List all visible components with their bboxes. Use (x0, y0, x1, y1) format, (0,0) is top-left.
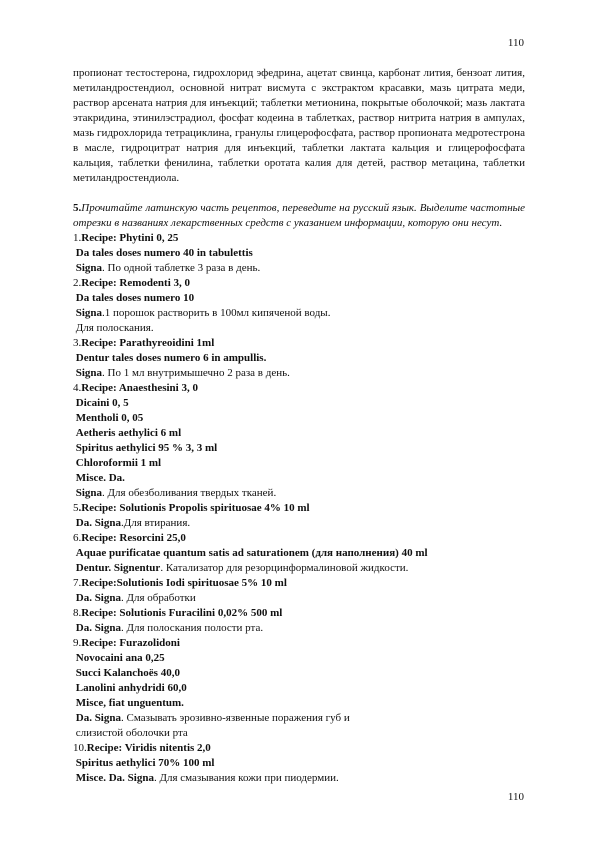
line-prefix: 10. (73, 742, 87, 754)
prescription-line (73, 471, 525, 486)
line-prefix: 4. (73, 382, 82, 394)
line-text: . По 1 мл внутримышечно 2 раза в день. (102, 367, 290, 379)
prescription-line (73, 276, 525, 291)
prescription-line (73, 441, 525, 456)
line-latin-bold: Misce, fiat unguentum. (75, 697, 184, 709)
line-latin-bold: Recipe: Phytini 0, 25 (81, 232, 179, 244)
line-latin-bold: Da. Signa (75, 517, 121, 529)
prescription-line (73, 381, 525, 396)
line-latin-bold: Signa (75, 307, 103, 319)
prescription-line (73, 231, 525, 246)
line-latin-bold: Recipe: Anaesthesini 3, 0 (81, 382, 198, 394)
task-heading (73, 201, 525, 231)
line-latin-bold: Misce. Da. (75, 472, 125, 484)
line-latin-bold: Da. Signa (75, 712, 121, 724)
line-latin-bold: Succi Kalanchoës 40,0 (75, 667, 180, 679)
prescription-line (73, 636, 525, 651)
line-latin-bold: Recipe: Furazolidoni (81, 637, 180, 649)
line-latin-bold: Da tales doses numero 10 (75, 292, 195, 304)
prescription-line (73, 516, 525, 531)
line-latin-bold: Chloroformii 1 ml (75, 457, 162, 469)
line-latin-bold: Aetheris aethylici 6 ml (75, 427, 182, 439)
line-latin-bold: Dentur tales doses numero 6 in ampullis. (75, 352, 267, 364)
prescription-line (73, 426, 525, 441)
prescription-line (73, 306, 525, 321)
prescription-line (73, 411, 525, 426)
prescription-line (73, 531, 525, 546)
prescription-line (73, 366, 525, 381)
prescription-line (73, 741, 525, 756)
line-latin-bold: Recipe: Solutionis Furacilini 0,02% 500 ml (81, 607, 283, 619)
prescription-line (73, 606, 525, 621)
line-latin-bold: Signa (75, 367, 103, 379)
task-text: Прочитайте латинскую часть рецептов, переведите на русский язык. Выделите частотные отрезки в названиях лекарственных средств с указанием информации, которую они несут. (73, 202, 525, 229)
prescription-line (73, 651, 525, 666)
line-prefix: 3. (73, 337, 82, 349)
prescription-line (73, 396, 525, 411)
line-latin-bold: Dentur. Signentur (75, 562, 161, 574)
line-latin-bold: Da tales doses numero 40 in tabulettis (75, 247, 253, 259)
line-latin-bold: Da. Signa (75, 592, 121, 604)
line-latin-bold: Recipe: Parathyreoidini 1ml (81, 337, 215, 349)
prescription-line (73, 756, 525, 771)
prescription-line (73, 771, 525, 786)
line-latin-bold: Dicaini 0, 5 (75, 397, 129, 409)
line-latin-bold: Misce. Da. Signa (75, 772, 154, 784)
line-text: . Для обезболивания твердых тканей. (102, 487, 277, 499)
line-prefix: 2. (73, 277, 82, 289)
line-latin-bold: .Recipe: Solutionis Propolis spirituosae 4% 10 ml (78, 502, 310, 514)
page-content (73, 66, 525, 786)
line-text: . По одной таблетке 3 раза в день. (102, 262, 261, 274)
line-text: .1 порошок растворить в 100мл кипяченой воды. (102, 307, 331, 319)
prescription-line (73, 561, 525, 576)
line-text: . Для смазывания кожи при пиодермии. (153, 772, 339, 784)
prescription-line (73, 591, 525, 606)
line-prefix: 1. (73, 232, 82, 244)
line-latin-bold: Recipe: Viridis nitentis 2,0 (86, 742, 211, 754)
prescription-line (73, 681, 525, 696)
line-prefix: 8. (73, 607, 82, 619)
prescription-line (73, 291, 525, 306)
line-latin-bold: Recipe:Solutionis Iodi spirituosae 5% 10 ml (81, 577, 287, 589)
line-text: . Катализатор для резорцинформалиновой жидкости. (160, 562, 409, 574)
line-latin-bold: Novocaini ana 0,25 (75, 652, 165, 664)
line-latin-bold: Lanolini anhydridi 60,0 (75, 682, 187, 694)
line-text: . Для обработки (121, 592, 196, 604)
line-text: Для полоскания. (75, 322, 154, 334)
prescription-line (73, 501, 525, 516)
line-latin-bold: Mentholi 0, 05 (75, 412, 144, 424)
line-text: слизистой оболочки рта (75, 727, 188, 739)
prescription-line (73, 321, 525, 336)
task-number: 5. (73, 202, 82, 214)
line-text: . Для полоскания полости рта. (121, 622, 264, 634)
prescription-line (73, 486, 525, 501)
line-text: . Смазывать эрозивно-язвенные поражения губ и (121, 712, 350, 724)
line-prefix: 9. (73, 637, 82, 649)
prescription-list (73, 231, 525, 786)
line-latin-bold: Spiritus aethylici 95 % 3, 3 ml (75, 442, 218, 454)
prescription-line (73, 696, 525, 711)
line-prefix: 6. (73, 532, 82, 544)
line-prefix: 7. (73, 577, 82, 589)
prescription-line (73, 726, 525, 741)
line-latin-bold: Signa (75, 487, 103, 499)
line-latin-bold: Signa (75, 262, 103, 274)
prescription-line (73, 576, 525, 591)
intro-paragraph: пропионат тестостерона, гидрохлорид эфедрина, ацетат свинца, карбонат лития, бензоат лития, метиландростендиол, основной нитрат висмута с экстрактом красавки, мазь цитрата меди, раствор арсената натрия для инъекций; таблетки метионина, покрытые оболочкой; мазь лактата этакридина, этинилэстрадиол, фосфат кодеина в таблетках, раствор нитрита натрия в ампулах, мазь гидрохлорида тетрациклина, гранулы глицерофосфата, раствор пропионата медротестрона в масле, гидроцитрат натрия для инъекций, таблетки лактата кальция и глицерофосфата кальция, таблетки фенилина, таблетки оротата калия для детей, раствор метацина, таблетки метиландростендиола. (73, 67, 525, 184)
prescription-line (73, 666, 525, 681)
line-latin-bold: Aquae purificatae quantum satis ad saturationem (для наполнения) 40 ml (75, 547, 428, 559)
prescription-line (73, 246, 525, 261)
prescription-line (73, 711, 525, 726)
line-text: .Для втирания. (121, 517, 191, 529)
prescription-line (73, 351, 525, 366)
line-latin-bold: Spiritus aethylici 70% 100 ml (75, 757, 215, 769)
line-latin-bold: Da. Signa (75, 622, 121, 634)
prescription-line (73, 546, 525, 561)
line-prefix: 5 (73, 502, 79, 514)
page-number-bottom: 110 (507, 791, 524, 803)
line-latin-bold: Recipe: Remodenti 3, 0 (81, 277, 191, 289)
prescription-line (73, 261, 525, 276)
prescription-line (73, 456, 525, 471)
line-latin-bold: Recipe: Resorcini 25,0 (81, 532, 186, 544)
page-number-top: 110 (507, 37, 524, 49)
prescription-line (73, 336, 525, 351)
prescription-line (73, 621, 525, 636)
